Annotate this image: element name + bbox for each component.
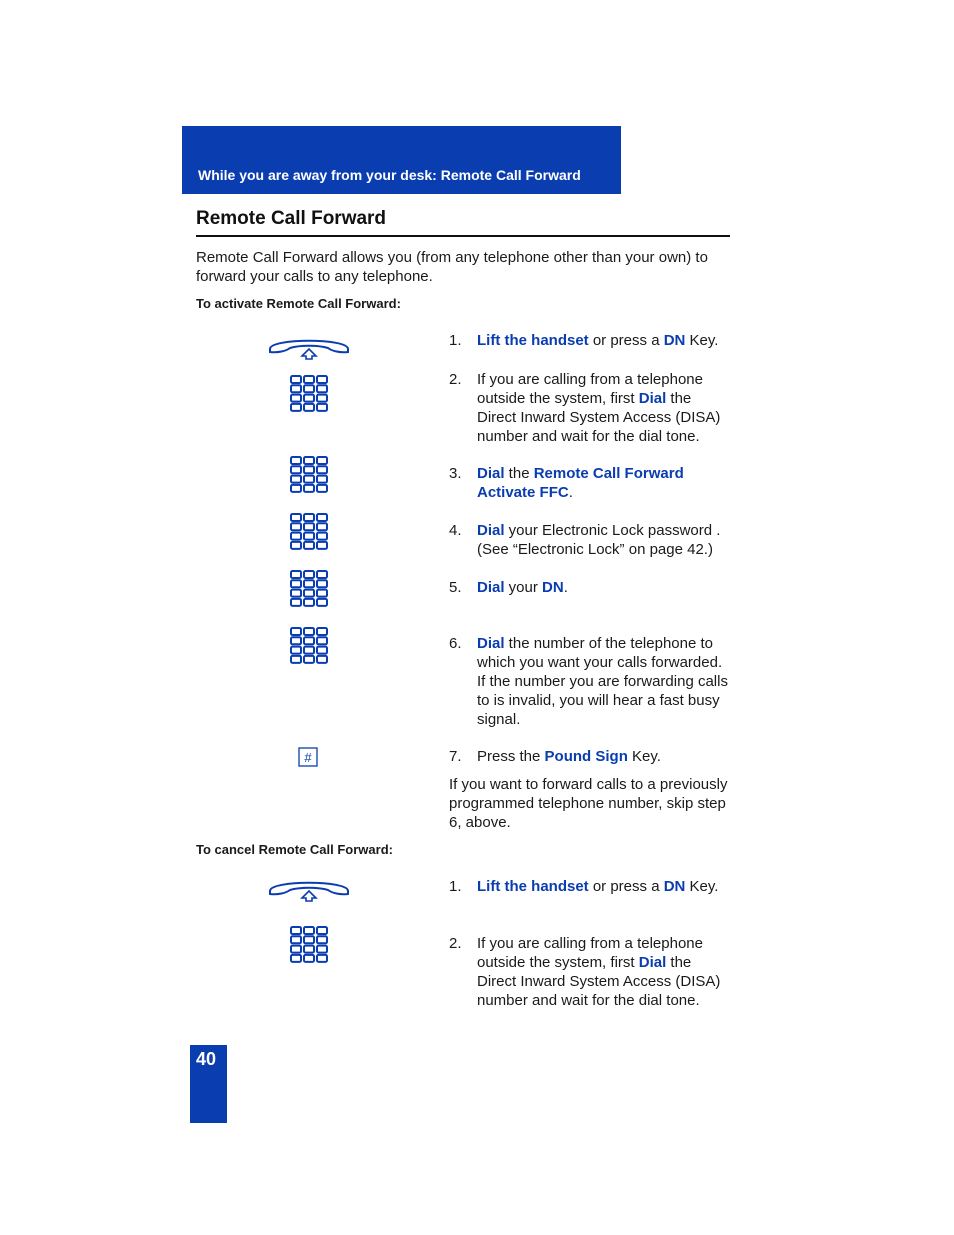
step-text: Lift the handset or press a DN Key.: [477, 878, 719, 895]
title-divider: [196, 235, 730, 237]
header-band: [182, 126, 621, 194]
step-number: 1.: [449, 332, 462, 349]
keypad-icon: [290, 375, 328, 418]
handset-icon: [266, 334, 352, 360]
cancel-step-1: [449, 877, 734, 896]
step-keyword: Lift the handset: [477, 332, 589, 349]
step-text: If you are calling from a telephone outside the system, first Dial the Direct Inward System Access (DISA) number and wait for the dial tone.: [477, 371, 721, 445]
activate-step-3: [449, 464, 734, 502]
step-keyword: Dial: [477, 522, 505, 539]
activate-step-5: [449, 578, 734, 597]
activate-step-1: [449, 331, 734, 350]
step-keyword: Dial: [638, 390, 667, 407]
pound-key-label: #: [304, 750, 312, 765]
step-text: Dial your Electronic Lock password . (See “Electronic Lock” on page 42.): [477, 522, 721, 558]
step-text: Dial the number of the telephone to which you want your calls forwarded. If the number you are forwarding calls to is invalid, you will hear a fast busy signal.: [477, 635, 728, 728]
activate-step-4: [449, 521, 734, 559]
keypad-icon: [290, 926, 328, 969]
step-keyword: Dial: [477, 635, 505, 652]
step-text: Press the Pound Sign Key.: [477, 748, 661, 765]
activate-step-2: [449, 370, 734, 446]
step-keyword: Dial: [477, 465, 505, 482]
activate-step-6: [449, 634, 734, 729]
intro-paragraph: Remote Call Forward allows you (from any telephone other than your own) to forward your calls to any telephone.: [196, 249, 708, 285]
keypad-icon: [290, 456, 328, 499]
step-keyword: Pound Sign: [544, 748, 628, 765]
handset-icon: [266, 876, 352, 902]
step-number: 2.: [449, 935, 462, 952]
cancel-heading: To cancel Remote Call Forward:: [196, 842, 393, 857]
step-number: 7.: [449, 748, 462, 765]
step-text: Dial the Remote Call Forward Activate FFC.: [477, 465, 684, 501]
activate-heading: To activate Remote Call Forward:: [196, 296, 401, 311]
activate-note: If you want to forward calls to a previously programmed telephone number, skip step 6, above.: [449, 776, 728, 831]
page-number: 40: [196, 1049, 217, 1069]
step-keyword: DN: [542, 579, 564, 596]
cancel-step-2: [449, 934, 734, 1010]
keypad-icon: [290, 513, 328, 556]
pound-key-icon: [298, 747, 318, 767]
step-keyword: Dial: [477, 579, 505, 596]
step-text: If you are calling from a telephone outside the system, first Dial the Direct Inward System Access (DISA) number and wait for the dial tone.: [477, 935, 721, 1009]
step-keyword: Dial: [638, 954, 667, 971]
step-keyword: Remote Call Forward Activate FFC: [477, 465, 684, 501]
step-text: Dial your DN.: [477, 579, 568, 596]
section-title: Remote Call Forward: [196, 208, 387, 229]
keypad-icon: [290, 627, 328, 670]
step-keyword: DN: [663, 878, 686, 895]
step-number: 5.: [449, 579, 462, 596]
step-number: 3.: [449, 465, 462, 482]
page-number-box: [190, 1045, 227, 1123]
step-text: Lift the handset or press a DN Key.: [477, 332, 719, 349]
keypad-icon: [290, 570, 328, 613]
step-number: 6.: [449, 635, 462, 652]
step-number: 4.: [449, 522, 462, 539]
activate-step-7: [449, 747, 734, 766]
header-title: While you are away from your desk: Remote Call Forward: [198, 167, 581, 183]
step-keyword: DN: [663, 332, 686, 349]
step-keyword: Lift the handset: [477, 878, 589, 895]
step-number: 1.: [449, 878, 462, 895]
step-number: 2.: [449, 371, 462, 388]
